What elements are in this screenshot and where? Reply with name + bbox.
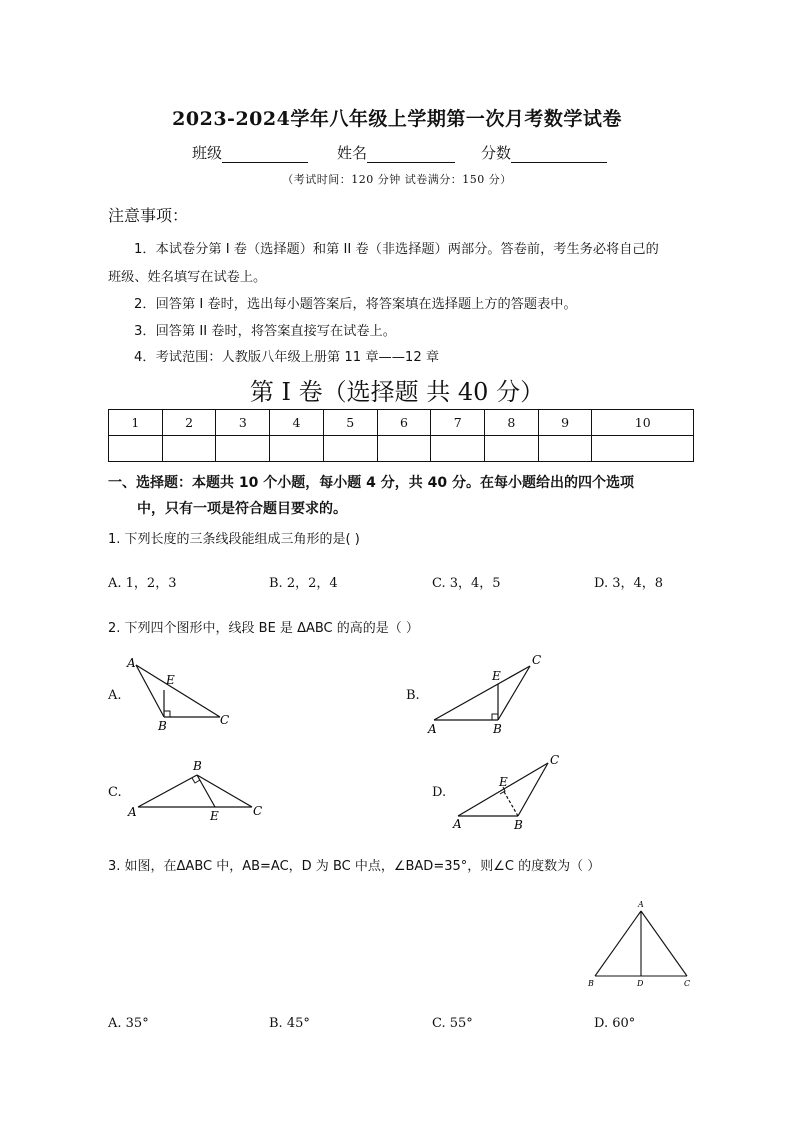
answer-table	[108, 409, 694, 462]
fig-c-label-a: A	[128, 805, 137, 819]
question-3-option-c[interactable]: C. 55°	[432, 1016, 473, 1031]
section-1-title: 第 I 卷（选择题 共 40 分）	[249, 378, 545, 406]
fig-b-label-c: C	[532, 653, 542, 667]
question-2-figure-d[interactable]	[445, 748, 575, 836]
fig-a-label-a: A	[127, 656, 136, 670]
answer-cell[interactable]	[270, 436, 324, 462]
answer-table-input-row	[109, 436, 694, 462]
score-blank[interactable]	[511, 146, 607, 163]
question-1-option-b[interactable]: B. 2，2，4	[269, 576, 338, 591]
answer-cell[interactable]	[377, 436, 431, 462]
fig-a-label-e: E	[166, 673, 175, 687]
fig-c-label-e: E	[210, 809, 219, 823]
answer-cell[interactable]	[323, 436, 377, 462]
question-2-option-d-label[interactable]: D.	[432, 785, 447, 800]
score-label: 分数	[481, 144, 512, 162]
fig-c-label-c: C	[253, 804, 263, 818]
fig-b-label-e: E	[492, 669, 501, 683]
fig-b-label-b: B	[493, 722, 502, 736]
fig-d-label-a: A	[453, 817, 462, 831]
part-1-instruction-line-2: 中，只有一项是符合题目要求的。	[137, 501, 347, 517]
question-3-option-d[interactable]: D. 60°	[594, 1016, 636, 1031]
fig-d-label-c: C	[550, 753, 560, 767]
question-3-option-b[interactable]: B. 45°	[269, 1016, 310, 1031]
notice-item-1-cont: 班级、姓名填写在试卷上。	[108, 270, 267, 285]
fig-3-label-b: B	[588, 979, 594, 988]
answer-header-cell: 8	[485, 410, 539, 436]
fig-3-label-d: D	[637, 979, 644, 988]
answer-header-cell: 1	[109, 410, 163, 436]
name-field[interactable]	[337, 142, 455, 163]
answer-cell[interactable]	[485, 436, 539, 462]
question-2-option-c-label[interactable]: C.	[108, 785, 122, 800]
answer-cell[interactable]	[216, 436, 270, 462]
exam-time-note: （考试时间：120 分钟 试卷满分：150 分）	[282, 173, 512, 186]
fig-a-label-c: C	[220, 713, 230, 727]
answer-header-cell: 3	[216, 410, 270, 436]
question-2-figure-a[interactable]	[120, 655, 250, 735]
class-blank[interactable]	[222, 146, 308, 163]
answer-header-cell: 10	[592, 410, 694, 436]
question-1-stem: 1. 下列长度的三条线段能组成三角形的是( )	[108, 532, 360, 547]
answer-header-cell: 7	[431, 410, 485, 436]
answer-cell[interactable]	[162, 436, 216, 462]
fig-a-label-b: B	[158, 719, 167, 733]
fig-3-label-a: A	[638, 900, 644, 909]
answer-header-cell: 6	[377, 410, 431, 436]
fig-d-label-e: E	[499, 775, 508, 789]
question-1-option-a[interactable]: A. 1，2，3	[108, 576, 177, 591]
fig-3-label-c: C	[684, 979, 691, 988]
answer-table-header-row	[109, 410, 694, 436]
notice-item-3: 3．回答第 II 卷时，将答案直接写在试卷上。	[134, 324, 396, 339]
answer-header-cell: 5	[323, 410, 377, 436]
answer-cell[interactable]	[109, 436, 163, 462]
fig-b-label-a: A	[428, 722, 437, 736]
question-1-option-d[interactable]: D. 3，4，8	[594, 576, 664, 591]
notice-item-4: 4．考试范围：人教版八年级上册第 11 章——12 章	[134, 350, 440, 365]
class-label: 班级	[192, 144, 223, 162]
part-1-instruction-line-1: 一、选择题：本题共 10 个小题，每小题 4 分，共 40 分。在每小题给出的四个选项	[108, 475, 634, 491]
question-1-option-c[interactable]: C. 3，4，5	[432, 576, 501, 591]
exam-title: 2023-2024学年八年级上学期第一次月考数学试卷	[172, 108, 622, 130]
answer-cell[interactable]	[431, 436, 485, 462]
question-3-stem: 3. 如图，在ΔABC 中，AB=AC，D 为 BC 中点，∠BAD=35°，则∠C 的度数为（ ）	[108, 859, 601, 874]
fig-c-label-b: B	[193, 759, 202, 773]
question-2-figure-b[interactable]	[420, 650, 560, 740]
answer-header-cell: 4	[270, 410, 324, 436]
answer-cell[interactable]	[592, 436, 694, 462]
question-3-option-a[interactable]: A. 35°	[108, 1016, 149, 1031]
question-2-stem: 2. 下列四个图形中，线段 BE 是 ΔABC 的高的是（ ）	[108, 621, 419, 636]
class-field[interactable]	[192, 142, 308, 163]
question-2-option-b-label[interactable]: B.	[406, 688, 420, 703]
notice-item-1: 1．本试卷分第 I 卷（选择题）和第 II 卷（非选择题）两部分。答卷前，考生务必将自己的	[134, 242, 659, 257]
question-3-figure	[580, 896, 700, 996]
notice-item-2: 2．回答第 I 卷时，选出每小题答案后，将答案填在选择题上方的答题表中。	[134, 297, 577, 312]
name-blank[interactable]	[367, 146, 455, 163]
answer-cell[interactable]	[538, 436, 592, 462]
answer-header-cell: 2	[162, 410, 216, 436]
question-2-figure-c[interactable]	[122, 756, 272, 826]
answer-header-cell: 9	[538, 410, 592, 436]
fig-d-label-b: B	[514, 818, 523, 832]
question-2-option-a-label[interactable]: A.	[108, 688, 122, 703]
notice-heading: 注意事项：	[108, 206, 189, 225]
score-field[interactable]	[481, 142, 607, 163]
name-label: 姓名	[337, 144, 368, 162]
